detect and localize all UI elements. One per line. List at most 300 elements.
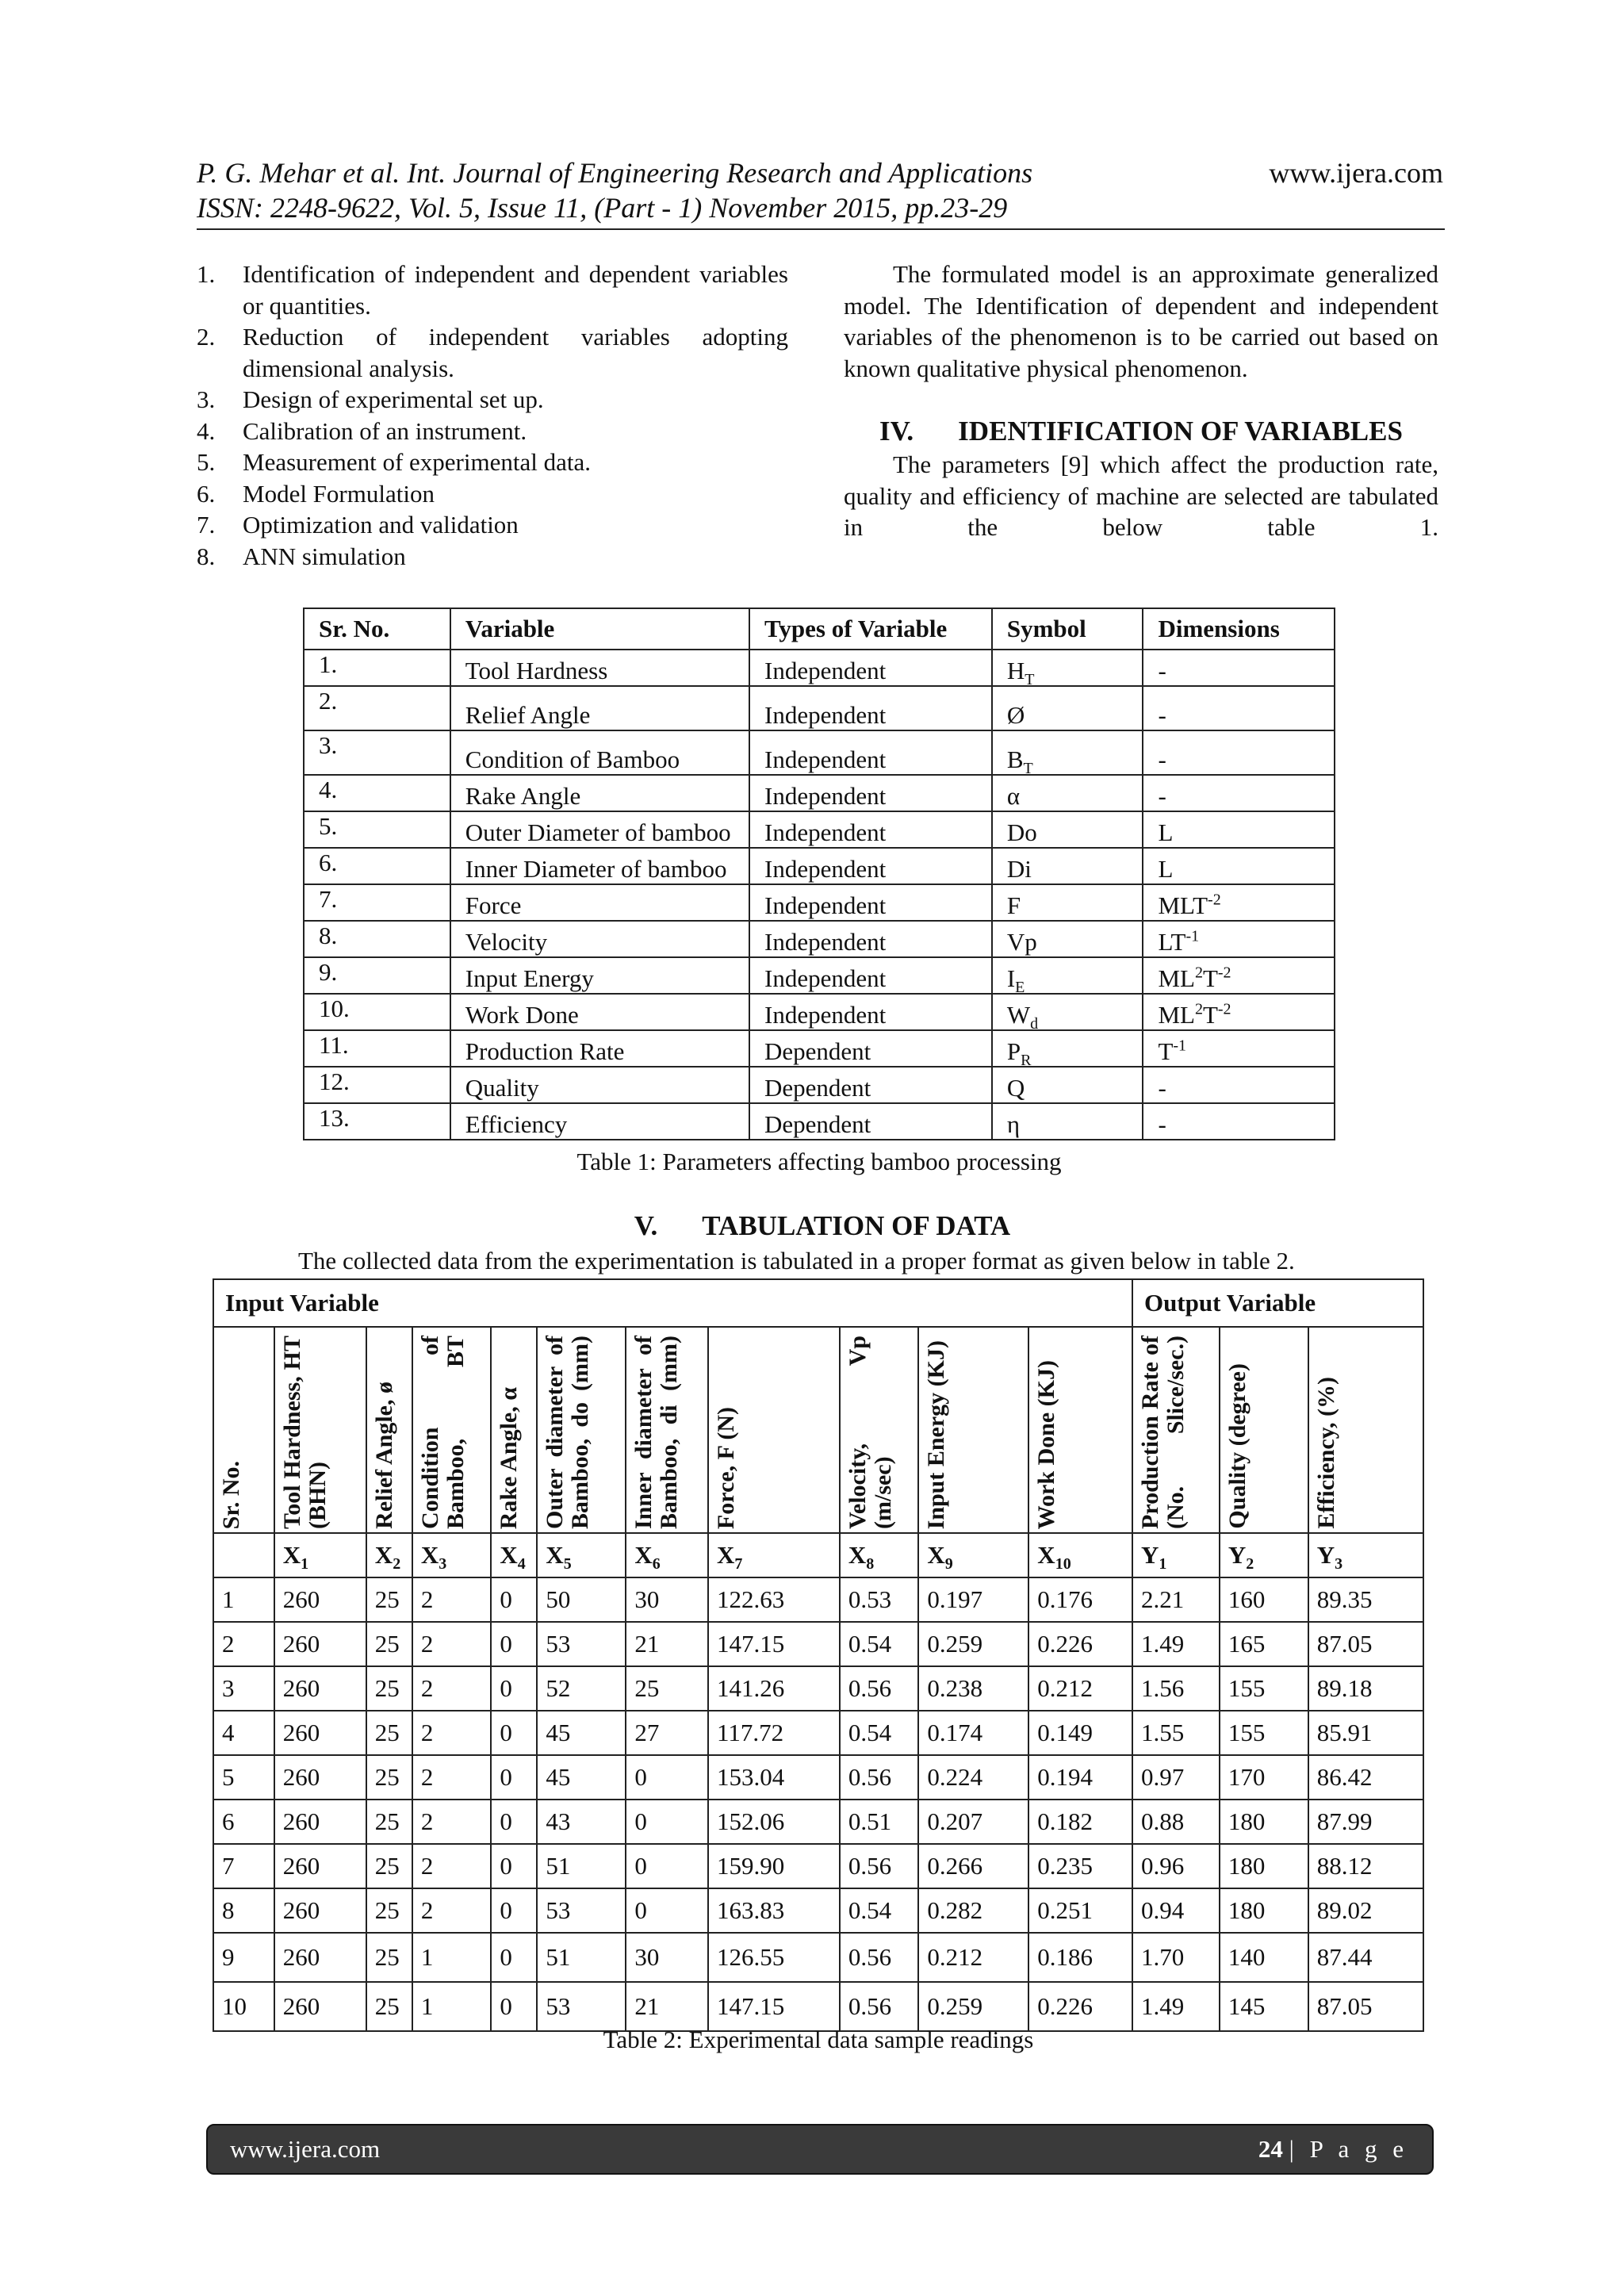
- symbol-cell: [992, 811, 1143, 848]
- symbol-base: Ø: [1006, 701, 1025, 729]
- list-text: Measurement of experimental data.: [243, 448, 591, 476]
- table-cell: 5: [213, 1755, 274, 1800]
- table-row: [213, 1755, 1423, 1800]
- dimension-cell: [1143, 730, 1335, 775]
- variable-symbol-cell: [708, 1533, 840, 1577]
- list-text: Model Formulation: [243, 479, 435, 508]
- symbol-subscript: R: [1021, 1052, 1032, 1070]
- table-cell: 140: [1220, 1933, 1308, 1982]
- table-cell: 89.02: [1308, 1888, 1423, 1933]
- variable-symbol-cell: [840, 1533, 919, 1577]
- dimension-base-2: T: [1202, 1001, 1218, 1029]
- list-item: [197, 259, 788, 321]
- symbol-cell: [992, 1030, 1143, 1070]
- dimension-cell: [1143, 994, 1335, 1030]
- variable-symbol-cell: [1220, 1533, 1308, 1577]
- table-cell: 43: [537, 1800, 626, 1844]
- list-text: ANN simulation: [243, 542, 406, 570]
- table-cell: 260: [274, 1666, 366, 1711]
- dimension-cell: [1143, 686, 1335, 730]
- table-cell: 52: [537, 1666, 626, 1711]
- table-cell: 1.70: [1132, 1933, 1220, 1982]
- input-variable-label: Input Variable: [213, 1279, 1132, 1327]
- table-cell: 0.182: [1028, 1800, 1132, 1844]
- table-cell: 0.212: [918, 1933, 1028, 1982]
- list-number: 6.: [197, 479, 216, 508]
- table-cell: 10: [213, 1982, 274, 2031]
- table-2-header-text: Work Done (KJ): [1033, 1359, 1060, 1529]
- symbol-base: W: [1006, 1001, 1031, 1029]
- symbol-subscript: T: [1025, 671, 1035, 689]
- table-row: [213, 1577, 1423, 1622]
- dimension-exponent: -1: [1173, 1037, 1187, 1055]
- table-cell: 260: [274, 1800, 366, 1844]
- table-row: [213, 1800, 1423, 1844]
- output-variable-label: Output Variable: [1132, 1279, 1423, 1327]
- table-2-header-text: Velocity, Vp (m/sec): [844, 1336, 896, 1529]
- table-2-header-text: Input Energy (KJ): [923, 1340, 950, 1529]
- dimension-cell: [1143, 921, 1335, 957]
- table-cell: 180: [1220, 1888, 1308, 1933]
- table-cell: 1: [412, 1933, 492, 1982]
- dimension-cell: [1143, 1067, 1335, 1103]
- type-cell: Independent: [749, 957, 992, 994]
- variable-symbol-index: 8: [866, 1555, 875, 1573]
- table-1-caption: Table 1: Parameters affecting bamboo processing: [576, 1148, 1062, 1175]
- table-cell: 0: [626, 1800, 708, 1844]
- table-cell: 2: [412, 1666, 492, 1711]
- table-cell: 2: [412, 1711, 492, 1755]
- section-iv-heading: [844, 414, 1438, 449]
- symbol-cell: [992, 686, 1143, 730]
- variable-cell: Work Done: [450, 994, 749, 1030]
- page-number: [1258, 2135, 1408, 2164]
- table-cell: 0.238: [918, 1666, 1028, 1711]
- variable-symbol: X: [1037, 1541, 1055, 1569]
- table-2-symbol-row: [213, 1533, 1423, 1577]
- table-2-header-cell: [537, 1327, 626, 1533]
- dimension-cell: [1143, 848, 1335, 884]
- sr-no-cell: 4.: [304, 775, 450, 811]
- table-cell: 0: [626, 1888, 708, 1933]
- variable-symbol: X: [927, 1541, 945, 1569]
- table-cell: 0.51: [840, 1800, 919, 1844]
- variable-symbol: Y: [1316, 1541, 1335, 1569]
- table-cell: 0: [491, 1666, 537, 1711]
- table-cell: 0.174: [918, 1711, 1028, 1755]
- table-2: [213, 1278, 1424, 2032]
- table-cell: 152.06: [708, 1800, 840, 1844]
- table-cell: 30: [626, 1577, 708, 1622]
- symbol-base: Do: [1006, 818, 1037, 846]
- dimension-exponent: -2: [1208, 891, 1221, 909]
- table-2-group-row: [213, 1279, 1423, 1327]
- table-2-header-cell: [840, 1327, 919, 1533]
- variable-symbol-index: 2: [393, 1555, 401, 1573]
- table-cell: 0: [491, 1800, 537, 1844]
- table-row: [213, 1666, 1423, 1711]
- dimension-exponent-2: -2: [1217, 1000, 1231, 1018]
- table-2-header-cell: [491, 1327, 537, 1533]
- table-2-header-text: Production Rate of (No. Slice/sec.): [1136, 1336, 1189, 1529]
- section-iv-title: IDENTIFICATION OF VARIABLES: [958, 416, 1403, 447]
- symbol-cell: [992, 1067, 1143, 1103]
- table-cell: 89.35: [1308, 1577, 1423, 1622]
- table-cell: 122.63: [708, 1577, 840, 1622]
- table-2-header-cell: [412, 1327, 492, 1533]
- variable-cell: Production Rate: [450, 1030, 749, 1067]
- variable-symbol-cell: [626, 1533, 708, 1577]
- type-cell: Independent: [749, 884, 992, 921]
- table-row: [304, 686, 1335, 730]
- variable-symbol-index: 3: [439, 1555, 447, 1573]
- table-cell: 0.56: [840, 1755, 919, 1800]
- table-row: [213, 1888, 1423, 1933]
- variable-symbol-cell: [366, 1533, 412, 1577]
- table-cell: 0: [491, 1982, 537, 2031]
- table-cell: 0.97: [1132, 1755, 1220, 1800]
- table-row: [304, 811, 1335, 848]
- symbol-subscript: T: [1023, 760, 1033, 778]
- dimension-base: -: [1158, 782, 1166, 810]
- table-cell: 0.194: [1028, 1755, 1132, 1800]
- table-row: [213, 1622, 1423, 1666]
- table-cell: 85.91: [1308, 1711, 1423, 1755]
- table-cell: 87.99: [1308, 1800, 1423, 1844]
- variable-symbol-index: 7: [734, 1555, 743, 1573]
- table-cell: 0.88: [1132, 1800, 1220, 1844]
- table-1-header-cell: Sr. No.: [304, 608, 450, 650]
- symbol-base: Di: [1006, 855, 1032, 883]
- table-2-header-cell: [366, 1327, 412, 1533]
- table-cell: 25: [366, 1888, 412, 1933]
- table-cell: 0.226: [1028, 1622, 1132, 1666]
- table-2-header-cell: [1028, 1327, 1132, 1533]
- variable-symbol-index: 5: [563, 1555, 572, 1573]
- table-cell: 1: [412, 1982, 492, 2031]
- table-cell: 0.282: [918, 1888, 1028, 1933]
- table-cell: 25: [366, 1622, 412, 1666]
- table-cell: 8: [213, 1888, 274, 1933]
- table-row: [304, 994, 1335, 1030]
- journal-citation: P. G. Mehar et al. Int. Journal of Engineering Research and Applications: [197, 157, 1033, 189]
- running-header: [197, 155, 1443, 225]
- table-cell: 21: [626, 1622, 708, 1666]
- list-text: Calibration of an instrument.: [243, 416, 527, 445]
- variable-symbol: X: [500, 1541, 518, 1569]
- table-1-header-cell: Dimensions: [1143, 608, 1335, 650]
- left-column: [197, 259, 788, 572]
- list-item: [197, 541, 788, 573]
- type-cell: Independent: [749, 686, 992, 730]
- table-cell: 153.04: [708, 1755, 840, 1800]
- table-cell: 53: [537, 1622, 626, 1666]
- table-cell: 0: [491, 1755, 537, 1800]
- table-2-caption: Table 2: Experimental data sample readings: [603, 2026, 1034, 2053]
- dimension-exponent: 2: [1194, 964, 1203, 982]
- table-row: [304, 1103, 1335, 1140]
- dimension-base: -: [1158, 657, 1166, 684]
- symbol-cell: [992, 994, 1143, 1033]
- list-item: [197, 416, 788, 447]
- list-item: [197, 478, 788, 510]
- table-row: [304, 1030, 1335, 1067]
- table-cell: 25: [366, 1711, 412, 1755]
- variable-symbol-index: 1: [1159, 1555, 1167, 1573]
- variable-symbol: X: [848, 1541, 867, 1569]
- variable-cell: Condition of Bamboo: [450, 730, 749, 775]
- list-number: 4.: [197, 416, 216, 445]
- list-text: Identification of independent and dependent variables or quantities.: [243, 260, 788, 320]
- table-cell: 0.266: [918, 1844, 1028, 1888]
- variable-symbol-cell: [1132, 1533, 1220, 1577]
- dimension-cell: [1143, 775, 1335, 811]
- variable-symbol: Y: [1228, 1541, 1247, 1569]
- variable-cell: Inner Diameter of bamboo: [450, 848, 749, 884]
- symbol-cell: [992, 650, 1143, 689]
- variable-cell: Rake Angle: [450, 775, 749, 811]
- table-cell: 260: [274, 1844, 366, 1888]
- dimension-cell: [1143, 884, 1335, 921]
- table-cell: 163.83: [708, 1888, 840, 1933]
- table-cell: 30: [626, 1933, 708, 1982]
- table-2-header-cell: [626, 1327, 708, 1533]
- table-row: [304, 957, 1335, 994]
- symbol-cell: [992, 884, 1143, 921]
- variable-symbol-index: 9: [944, 1555, 953, 1573]
- table-cell: 260: [274, 1622, 366, 1666]
- table-cell: 45: [537, 1755, 626, 1800]
- variable-symbol-cell: [412, 1533, 492, 1577]
- table-cell: 260: [274, 1755, 366, 1800]
- variable-symbol-index: 3: [1335, 1555, 1343, 1573]
- variable-symbol: X: [282, 1541, 301, 1569]
- table-row: [304, 921, 1335, 957]
- list-text: Design of experimental set up.: [243, 385, 544, 413]
- footer-site-link[interactable]: www.ijera.com: [230, 2135, 381, 2163]
- table-row: [304, 884, 1335, 921]
- table-cell: 0.207: [918, 1800, 1028, 1844]
- header-site-link[interactable]: www.ijera.com: [1269, 157, 1443, 189]
- table-row: [304, 1067, 1335, 1103]
- variable-symbol: X: [717, 1541, 735, 1569]
- table-cell: 1.49: [1132, 1622, 1220, 1666]
- list-text: Reduction of independent variables adopting dimensional analysis.: [243, 323, 788, 382]
- sr-no-cell: 5.: [304, 811, 450, 848]
- table-cell: 0.149: [1028, 1711, 1132, 1755]
- table-row: [213, 1711, 1423, 1755]
- page-label: | P a g e: [1289, 2135, 1408, 2163]
- variable-symbol-index: 6: [652, 1555, 661, 1573]
- variable-symbol: X: [546, 1541, 564, 1569]
- table-cell: 165: [1220, 1622, 1308, 1666]
- table-cell: 25: [366, 1933, 412, 1982]
- dimension-cell: [1143, 1103, 1335, 1140]
- table-row: [213, 1933, 1423, 1982]
- table-cell: 0.259: [918, 1622, 1028, 1666]
- table-cell: 147.15: [708, 1622, 840, 1666]
- table-cell: 0: [491, 1622, 537, 1666]
- dimension-base: -: [1158, 701, 1166, 729]
- variable-symbol-cell: [1308, 1533, 1423, 1577]
- symbol-cell: [992, 775, 1143, 811]
- variable-symbol-index: 10: [1055, 1555, 1071, 1573]
- symbol-subscript: d: [1030, 1015, 1039, 1033]
- table-cell: 6: [213, 1800, 274, 1844]
- variable-cell: Relief Angle: [450, 686, 749, 730]
- table-cell: 7: [213, 1844, 274, 1888]
- variable-symbol: X: [374, 1541, 393, 1569]
- table-cell: 0.226: [1028, 1982, 1132, 2031]
- dimension-exponent: -1: [1185, 927, 1200, 945]
- table-cell: 155: [1220, 1711, 1308, 1755]
- table-2-header-row: [213, 1327, 1423, 1533]
- symbol-subscript: E: [1015, 979, 1025, 997]
- table-cell: 2: [412, 1844, 492, 1888]
- table-2-header-text: Condition of Bamboo, BT: [416, 1336, 469, 1529]
- table-cell: 0.96: [1132, 1844, 1220, 1888]
- table-row: [213, 1844, 1423, 1888]
- table-cell: 87.05: [1308, 1622, 1423, 1666]
- section-v-number: V.: [634, 1210, 658, 1241]
- table-cell: 0.176: [1028, 1577, 1132, 1622]
- symbol-cell: [992, 921, 1143, 957]
- table-cell: 4: [213, 1711, 274, 1755]
- symbol-cell: [992, 957, 1143, 997]
- symbol-base: F: [1006, 891, 1021, 919]
- table-1-header-row: [304, 608, 1335, 650]
- table-cell: 147.15: [708, 1982, 840, 2031]
- table-cell: 0.186: [1028, 1933, 1132, 1982]
- variable-cell: Velocity: [450, 921, 749, 957]
- methodology-steps: [197, 259, 788, 572]
- symbol-base: I: [1006, 964, 1016, 992]
- dimension-cell: [1143, 957, 1335, 994]
- table-cell: 2.21: [1132, 1577, 1220, 1622]
- list-number: 2.: [197, 323, 216, 351]
- sr-no-cell: 7.: [304, 884, 450, 921]
- list-text: Optimization and validation: [243, 511, 519, 539]
- sr-no-cell: 3.: [304, 730, 450, 775]
- symbol-cell: [992, 1103, 1143, 1140]
- table-cell: 9: [213, 1933, 274, 1982]
- table-cell: 0.56: [840, 1844, 919, 1888]
- variable-symbol-index: 1: [301, 1555, 309, 1573]
- type-cell: Dependent: [749, 1030, 992, 1067]
- table-cell: 0.56: [840, 1666, 919, 1711]
- table-2-header-text: Sr. No.: [218, 1460, 244, 1529]
- dimension-base: T: [1158, 1037, 1174, 1065]
- sr-no-cell: 11.: [304, 1030, 450, 1067]
- list-number: 3.: [197, 385, 216, 413]
- table-cell: 260: [274, 1711, 366, 1755]
- table-cell: 25: [366, 1666, 412, 1711]
- variable-symbol-cell: [918, 1533, 1028, 1577]
- table-cell: 53: [537, 1982, 626, 2031]
- symbol-base: H: [1006, 657, 1025, 684]
- table-cell: 25: [366, 1800, 412, 1844]
- dimension-base: L: [1158, 855, 1174, 883]
- table-cell: 3: [213, 1666, 274, 1711]
- table-row: [304, 730, 1335, 775]
- sr-no-cell: 2.: [304, 686, 450, 730]
- dimension-cell: [1143, 1030, 1335, 1067]
- table-cell: 50: [537, 1577, 626, 1622]
- table-2-header-text: Tool Hardness, HT (BHN): [278, 1336, 331, 1529]
- list-number: 1.: [197, 260, 216, 288]
- table-cell: 141.26: [708, 1666, 840, 1711]
- symbol-base: Q: [1006, 1074, 1025, 1102]
- table-cell: 21: [626, 1982, 708, 2031]
- table-2-header-text: Quality (degree): [1224, 1363, 1251, 1529]
- dimension-base: -: [1158, 1074, 1166, 1102]
- dimension-exponent-2: -2: [1217, 964, 1231, 982]
- dimension-base: -: [1158, 1110, 1166, 1138]
- table-cell: 51: [537, 1844, 626, 1888]
- table-cell: 0.197: [918, 1577, 1028, 1622]
- page-footer: [206, 2124, 1434, 2175]
- section-v-heading: [197, 1210, 1448, 1242]
- symbol-base: B: [1006, 746, 1024, 773]
- type-cell: Independent: [749, 811, 992, 848]
- type-cell: Dependent: [749, 1103, 992, 1140]
- table-cell: 86.42: [1308, 1755, 1423, 1800]
- variable-symbol: X: [634, 1541, 653, 1569]
- symbol-base: Vp: [1006, 928, 1037, 956]
- variable-symbol-cell: [274, 1533, 366, 1577]
- table-1: [303, 608, 1335, 1140]
- symbol-base: η: [1006, 1110, 1021, 1138]
- table-cell: 160: [1220, 1577, 1308, 1622]
- table-cell: 126.55: [708, 1933, 840, 1982]
- list-item: [197, 447, 788, 478]
- section-v-title: TABULATION OF DATA: [702, 1210, 1011, 1241]
- table-2-header-cell: [1308, 1327, 1423, 1533]
- variables-paragraph: The parameters [9] which affect the production rate, quality and efficiency of machine are selected are tabulated in the below table 1.: [844, 450, 1438, 541]
- type-cell: Dependent: [749, 1067, 992, 1103]
- table-cell: 51: [537, 1933, 626, 1982]
- list-number: 5.: [197, 448, 216, 476]
- dimension-base: ML: [1158, 1001, 1195, 1029]
- dimension-cell: [1143, 811, 1335, 848]
- table-cell: 260: [274, 1577, 366, 1622]
- table-cell: 155: [1220, 1666, 1308, 1711]
- table-cell: 53: [537, 1888, 626, 1933]
- page-number-value: 24: [1258, 2135, 1283, 2163]
- table-cell: 0.56: [840, 1933, 919, 1982]
- table-row: [304, 848, 1335, 884]
- list-item: [197, 321, 788, 384]
- table-cell: 2: [412, 1888, 492, 1933]
- sr-no-cell: 8.: [304, 921, 450, 957]
- table-cell: 0: [491, 1711, 537, 1755]
- variable-cell: Tool Hardness: [450, 650, 749, 686]
- table-cell: 0.54: [840, 1888, 919, 1933]
- sr-no-cell: 12.: [304, 1067, 450, 1103]
- table-cell: 27: [626, 1711, 708, 1755]
- table-cell: 145: [1220, 1982, 1308, 2031]
- table-cell: 0: [491, 1888, 537, 1933]
- table-cell: 260: [274, 1888, 366, 1933]
- table-cell: 0: [491, 1577, 537, 1622]
- symbol-cell: [992, 730, 1143, 778]
- table-cell: 0.212: [1028, 1666, 1132, 1711]
- table-cell: 159.90: [708, 1844, 840, 1888]
- table-cell: 180: [1220, 1800, 1308, 1844]
- variable-symbol: Y: [1140, 1541, 1159, 1569]
- table-row: [213, 1982, 1423, 2031]
- table-cell: 45: [537, 1711, 626, 1755]
